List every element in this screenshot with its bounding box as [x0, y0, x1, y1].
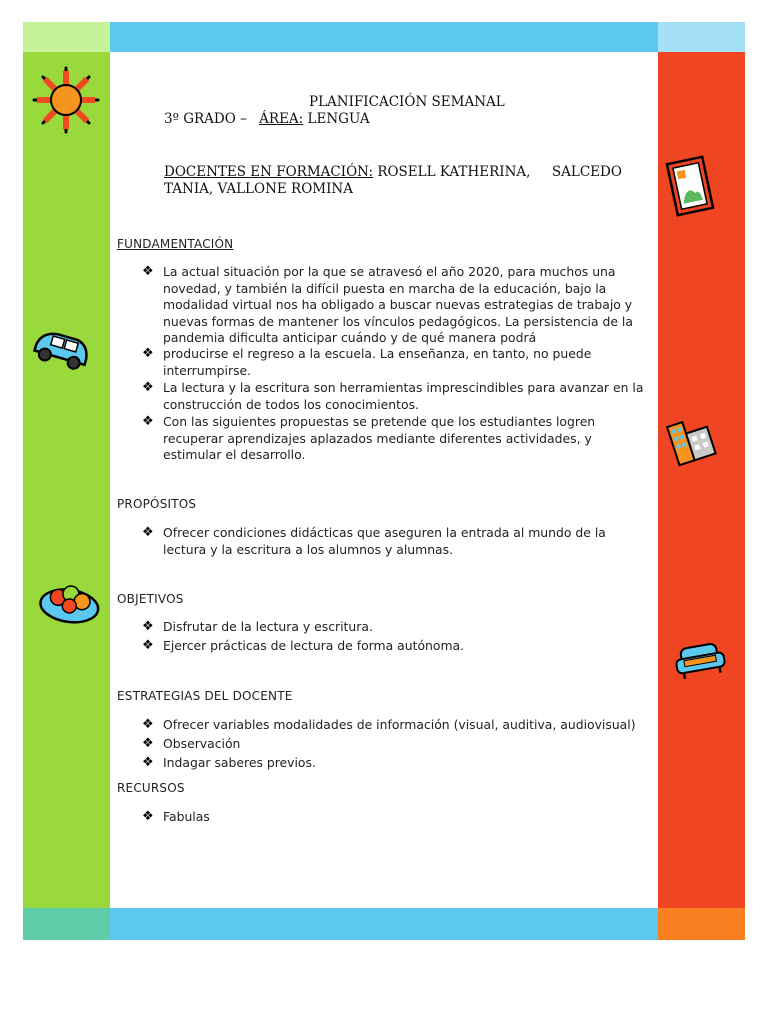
grade-line	[164, 111, 370, 127]
frame-bottom-band	[110, 908, 658, 940]
section-heading-fundamentacion: FUNDAMENTACIÓN	[117, 237, 234, 251]
car-icon	[30, 326, 94, 372]
grade-label: 3º GRADO –	[164, 111, 247, 127]
list-item	[142, 619, 650, 636]
bullet-icon: ❖	[142, 264, 154, 279]
list-item	[142, 736, 650, 753]
area-value: LENGUA	[307, 111, 370, 127]
bullet-icon: ❖	[142, 380, 154, 395]
list-item	[142, 717, 650, 734]
list-item-text: Ejercer prácticas de lectura de forma autónoma.	[163, 638, 465, 653]
area-label: ÁREA:	[259, 111, 304, 127]
document-title: PLANIFICACIÓN SEMANAL	[309, 94, 505, 110]
list-item	[142, 414, 650, 464]
list-item-text: Disfrutar de la lectura y escritura.	[163, 619, 373, 634]
list-item	[142, 525, 650, 558]
buildings-icon	[664, 410, 720, 468]
list-item-text: La lectura y la escritura son herramientas imprescindibles para avanzar en la construcción de todos los conocimientos.	[163, 380, 644, 412]
list-item	[142, 380, 650, 413]
list-item-text: Observación	[163, 736, 241, 751]
bullet-icon: ❖	[142, 638, 154, 653]
list-item-text: Ofrecer condiciones didácticas que aseguren la entrada al mundo de la lectura y la escritura a los alumnos y alumnas.	[163, 525, 606, 557]
list-item-text: producirse el regreso a la escuela. La enseñanza, en tanto, no puede interrumpirse.	[163, 346, 592, 378]
teachers-line-2: TANIA, VALLONE ROMINA	[164, 181, 353, 197]
section-heading-propositos: PROPÓSITOS	[117, 497, 197, 511]
list-item	[142, 809, 650, 826]
teachers-line-1	[164, 164, 622, 180]
frame-top-band	[110, 22, 658, 52]
list-item	[142, 638, 650, 655]
bullet-icon: ❖	[142, 809, 154, 824]
teachers-label: DOCENTES EN FORMACIÓN:	[164, 164, 374, 180]
couch-icon	[672, 638, 728, 682]
list-item-text: La actual situación por la que se atravesó el año 2020, para muchos una novedad, y también la difícil puesta en marcha de la educación, bajo la modalidad virtual nos ha obligado a buscar nuevas estrategias de trabajo y nuevas formas de mantener los vínculos pedagógicos. La persistencia de la pandemia dificulta anticipar cuándo y de qué manera podrá	[163, 264, 633, 346]
list-item-text: Fabulas	[163, 809, 210, 824]
bullet-icon: ❖	[142, 346, 154, 361]
bullet-icon: ❖	[142, 525, 154, 540]
list-item-text: Con las siguientes propuestas se pretende que los estudiantes logren recuperar aprendizajes aplazados mediante diferentes actividades, y estimular el desarrollo.	[163, 414, 596, 463]
bullet-icon: ❖	[142, 717, 154, 732]
bullet-icon: ❖	[142, 619, 154, 634]
frame-bottom-right-block	[658, 908, 745, 940]
bullet-icon: ❖	[142, 414, 154, 429]
teachers-names-1: ROSELL KATHERINA, SALCEDO	[377, 164, 622, 180]
list-item	[142, 264, 650, 347]
bullet-icon: ❖	[142, 736, 154, 751]
picture-frame-icon	[664, 154, 716, 218]
frame-left-band	[23, 52, 110, 908]
section-heading-estrategias: ESTRATEGIAS DEL DOCENTE	[117, 689, 293, 703]
section-heading-objetivos: OBJETIVOS	[117, 592, 184, 606]
list-item-text: Ofrecer variables modalidades de información (visual, auditiva, audiovisual)	[163, 717, 636, 732]
frame-bottom-left-block	[23, 908, 110, 940]
section-heading-recursos: RECURSOS	[117, 781, 185, 795]
list-item	[142, 346, 650, 379]
list-item-text: Indagar saberes previos.	[163, 755, 316, 770]
fruit-bowl-icon	[36, 574, 104, 628]
frame-top-right-block	[658, 22, 745, 52]
bullet-icon: ❖	[142, 755, 154, 770]
sun-icon	[28, 62, 104, 138]
list-item	[142, 755, 650, 772]
frame-top-left-block	[23, 22, 110, 52]
